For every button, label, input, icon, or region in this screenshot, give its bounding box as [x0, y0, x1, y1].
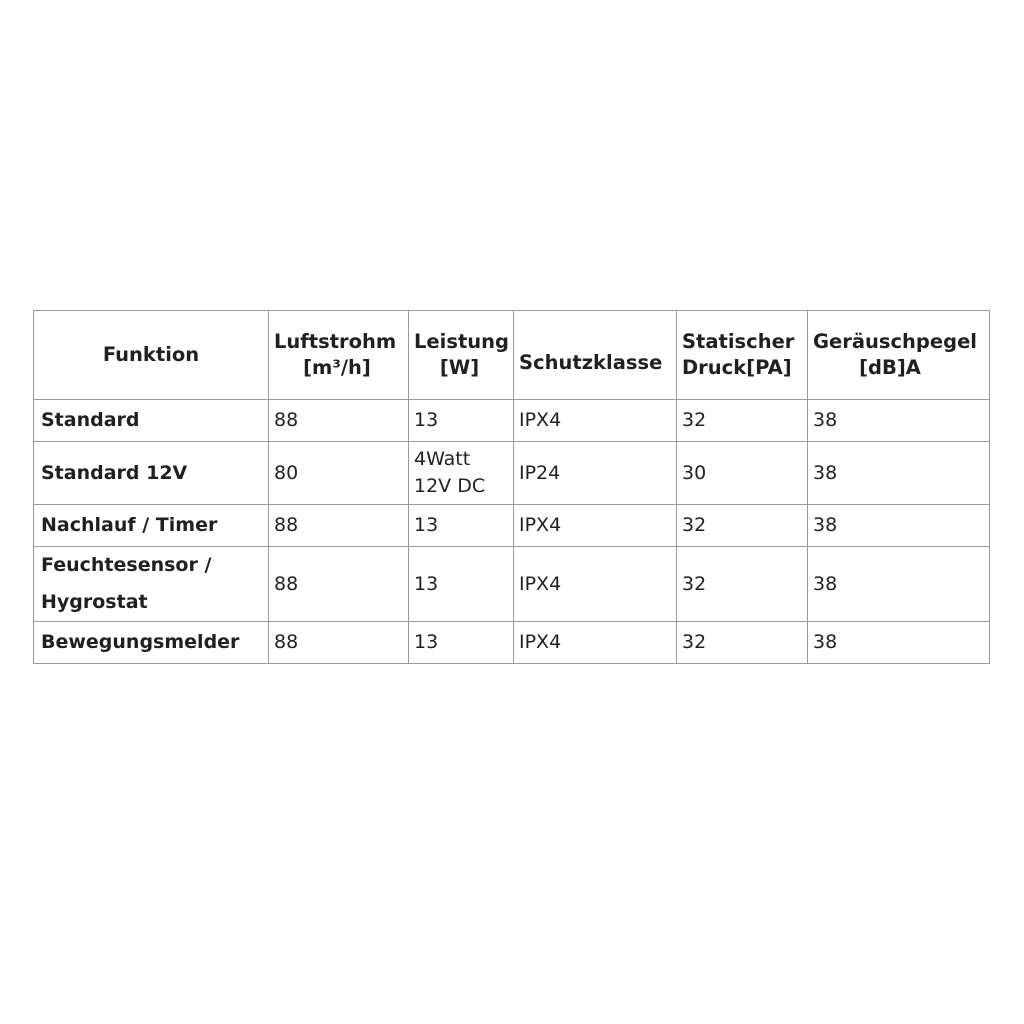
cell-funktion-line1: Nachlauf / Timer	[41, 514, 218, 536]
cell-luftstrohm: 80	[269, 442, 409, 505]
table-header-row	[34, 311, 990, 400]
cell-schutzklasse: IP24	[514, 442, 677, 505]
column-header-statischer-druck-line1: Statischer	[682, 330, 795, 353]
column-header-statischer-druck	[677, 311, 808, 400]
column-header-funktion-line1: Funktion	[102, 343, 200, 366]
column-header-luftstrohm-line2: [m³/h]	[303, 356, 371, 379]
cell-leistung	[409, 547, 514, 622]
column-header-funktion	[34, 311, 269, 400]
cell-schutzklasse: IPX4	[514, 400, 677, 442]
cell-statischer-druck: 32	[677, 505, 808, 547]
table-row	[34, 622, 990, 664]
table-body	[34, 400, 990, 664]
cell-leistung	[409, 505, 514, 547]
column-header-geraeuschpegel-line2: [dB]A	[859, 356, 921, 379]
cell-schutzklasse: IPX4	[514, 622, 677, 664]
table-header	[34, 311, 990, 400]
cell-statischer-druck: 32	[677, 547, 808, 622]
cell-schutzklasse: IPX4	[514, 547, 677, 622]
cell-luftstrohm: 88	[269, 622, 409, 664]
cell-luftstrohm: 88	[269, 400, 409, 442]
cell-funktion-line1: Standard 12V	[41, 461, 188, 484]
cell-leistung	[409, 400, 514, 442]
cell-funktion	[34, 442, 269, 505]
cell-leistung-line1: 4Watt	[414, 448, 471, 470]
table-row	[34, 400, 990, 442]
cell-leistung	[409, 622, 514, 664]
cell-funktion	[34, 400, 269, 442]
table-row	[34, 505, 990, 547]
cell-geraeuschpegel: 38	[808, 505, 990, 547]
cell-leistung-line1: 13	[414, 409, 439, 431]
cell-funktion	[34, 622, 269, 664]
column-header-schutzklasse-line1: Schutzklasse	[519, 351, 663, 374]
specification-table-container	[33, 310, 989, 664]
cell-leistung-line1: 13	[414, 572, 439, 595]
table-row	[34, 547, 990, 622]
column-header-leistung	[409, 311, 514, 400]
column-header-geraeuschpegel-line1: Geräuschpegel	[813, 330, 977, 353]
cell-funktion	[34, 547, 269, 622]
cell-statischer-druck: 32	[677, 622, 808, 664]
column-header-statischer-druck-line2: Druck[PA]	[682, 356, 792, 379]
cell-geraeuschpegel: 38	[808, 442, 990, 505]
column-header-leistung-line2: [W]	[439, 356, 480, 379]
table-row	[34, 442, 990, 505]
cell-funktion-line1: Feuchtesensor /	[41, 554, 212, 576]
cell-funktion	[34, 505, 269, 547]
cell-geraeuschpegel: 38	[808, 622, 990, 664]
column-header-schutzklasse	[514, 311, 677, 400]
cell-funktion-line1: Standard	[41, 409, 140, 431]
column-header-luftstrohm-line1: Luftstrohm	[274, 330, 397, 353]
cell-leistung-line1: 13	[414, 631, 439, 653]
cell-schutzklasse: IPX4	[514, 505, 677, 547]
cell-statischer-druck: 30	[677, 442, 808, 505]
column-header-geraeuschpegel	[808, 311, 990, 400]
column-header-leistung-line1: Leistung	[414, 330, 509, 353]
cell-funktion-line2: Hygrostat	[41, 591, 148, 613]
cell-geraeuschpegel: 38	[808, 547, 990, 622]
cell-luftstrohm: 88	[269, 547, 409, 622]
cell-statischer-druck: 32	[677, 400, 808, 442]
column-header-luftstrohm	[269, 311, 409, 400]
cell-geraeuschpegel: 38	[808, 400, 990, 442]
cell-luftstrohm: 88	[269, 505, 409, 547]
cell-leistung-line2: 12V DC	[414, 475, 486, 497]
cell-leistung	[409, 442, 514, 505]
cell-leistung-line1: 13	[414, 514, 439, 536]
specification-table	[33, 310, 990, 664]
cell-funktion-line1: Bewegungsmelder	[41, 631, 240, 653]
